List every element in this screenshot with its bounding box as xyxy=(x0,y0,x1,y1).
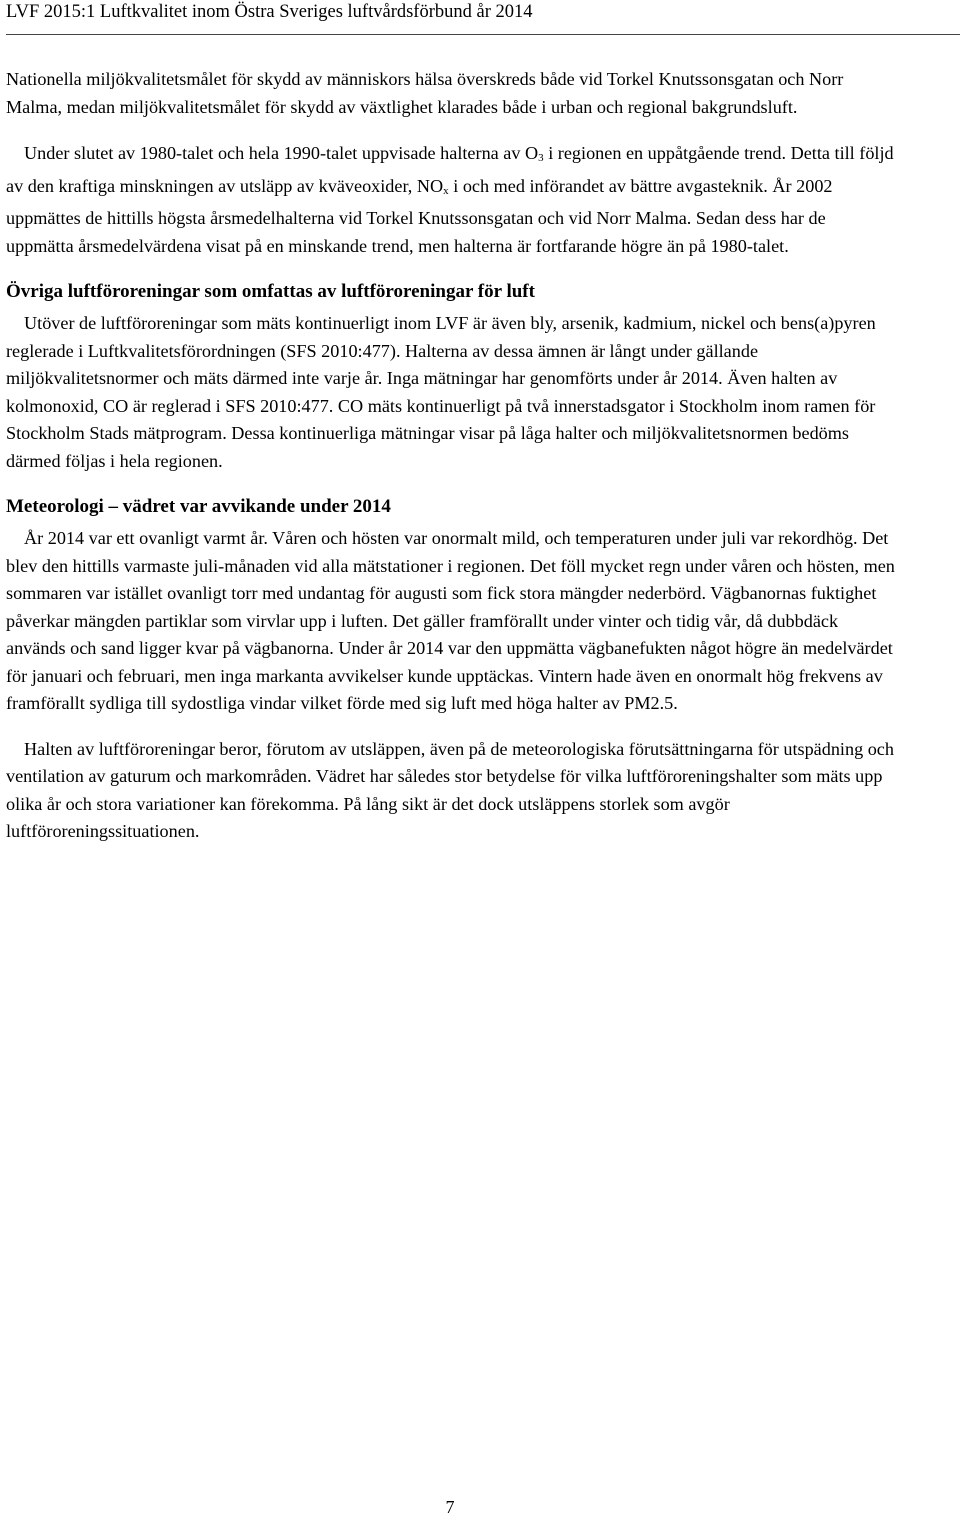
section-heading-meteorology: Meteorologi – vädret var avvikande under 2014 xyxy=(6,496,391,517)
nox-subscript: x xyxy=(443,184,449,197)
paragraph-ozone-trend xyxy=(6,140,896,260)
paragraph-weather-2014: År 2014 var ett ovanligt varmt år. Våren och hösten var onormalt mild, och temperaturen under juli var rekordhög. Det blev den hittills varmaste juli-månaden vid alla mätstationer i regionen. Det föll mycket regn under våren och hösten, men sommaren var istället ovanligt torr med undantag för augusti som fick stora mängder nederbörd. Vägbanornas fuktighet påverkar mängden partiklar som virvlar upp i luften. Det gäller framförallt under vinter och tidig vår, då dubbdäck används och sand ligger kvar på vägbanorna. Under år 2014 var den uppmätta vägbanefukten något högre än medelvärdet för januari och februari, men inga markanta avvikelser kunde upptäckas. Vintern hade även en onormalt hög frekvens av framförallt sydliga till sydostliga vindar vilket förde med sig luft med höga halter av PM2.5. xyxy=(6,528,895,713)
document-body xyxy=(6,66,896,846)
page-header xyxy=(6,0,960,35)
paragraph-other-pollutants: Utöver de luftföroreningar som mäts kontinuerligt inom LVF är även bly, arsenik, kadmium, nickel och bens(a)pyren reglerade i Luftkvalitetsförordningen (SFS 2010:477). Halterna av dessa ämnen är långt under gällande miljökvalitetsnormer och mäts därmed inte varje år. Inga mätningar har genomförts under år 2014. Även halten av kolmonoxid, CO är reglerad i SFS 2010:477. CO mäts kontinuerligt på två innerstadsgator i Stockholm inom ramen för Stockholm Stads mätprogram. Dessa kontinuerliga mätningar visar på låga halter och miljökvalitetsnormen bedöms därmed följas i hela regionen. xyxy=(6,313,876,471)
paragraph-meteorology-effect: Halten av luftföroreningar beror, förutom av utsläppen, även på de meteorologiska förutsättningarna för utspädning och ventilation av gaturum och markområden. Vädret har således stor betydelse för vilka luftföroreningshalter som mäts upp olika år och stora variationer kan förekomma. På lång sikt är det dock utsläppens storlek som avgör luftföroreningssituationen. xyxy=(6,738,894,841)
page-number: 7 xyxy=(445,1497,455,1517)
paragraph-health-targets: Nationella miljökvalitetsmålet för skydd av människors hälsa överskreds både vid Torkel Knutssonsgatan och Norr Malma, medan miljökvalitetsmålet för skydd av växtlighet klarades både i urban och regional bakgrundsluft. xyxy=(6,69,844,117)
ozone-text-c: i och med införandet av bättre avgasteknik. År 2002 uppmättes de hittills högsta årsmedelhalterna vid Torkel Knutssonsgatan och vid Norr Malma. Sedan dess har de uppmätta årsmedelvärdena visat på en minskande trend, men halterna är fortfarande högre än på 1980-talet. xyxy=(6,175,833,256)
document-title: LVF 2015:1 Luftkvalitet inom Östra Sveriges luftvårdsförbund år 2014 xyxy=(6,2,533,22)
section-heading-other-pollutants: Övriga luftföroreningar som omfattas av luftföroreningar för luft xyxy=(6,281,535,302)
ozone-subscript: 3 xyxy=(538,152,544,164)
ozone-text-a: Under slutet av 1980-talet och hela 1990-talet uppvisade halterna av O xyxy=(24,143,539,163)
ozone-text-b: i regionen en uppåtgående trend. Detta till följd av den kraftiga minskningen av utsläpp av kväveoxider, NO xyxy=(6,143,894,196)
